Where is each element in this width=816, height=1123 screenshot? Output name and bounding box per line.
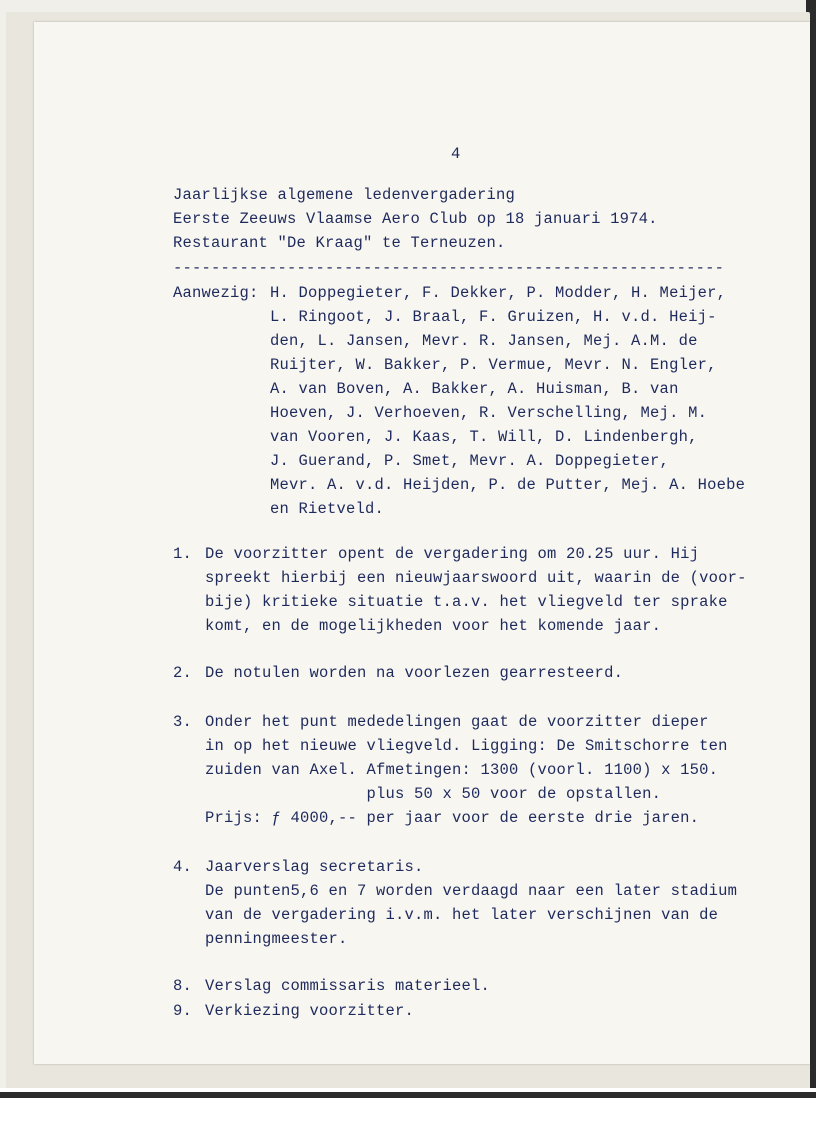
attendance-line: A. van Boven, A. Bakker, A. Huisman, B. van (270, 380, 679, 398)
item-line: bije) kritieke situatie t.a.v. het vliegveld ter sprake (205, 593, 728, 611)
header-line-1: Jaarlijkse algemene ledenvergadering (173, 186, 516, 204)
item-number: 1. (173, 545, 193, 563)
scan-bottom-edge (0, 1088, 816, 1123)
page-number: 4 (451, 145, 461, 163)
item-line: van de vergadering i.v.m. het later verschijnen van de (205, 906, 719, 924)
item-line: De punten5,6 en 7 worden verdaagd naar een later stadium (205, 882, 738, 900)
attendance-line: L. Ringoot, J. Braal, F. Gruizen, H. v.d. Heij- (270, 308, 717, 326)
item-line: De voorzitter opent de vergadering om 20.25 uur. Hij (205, 545, 700, 563)
item-number: 9. (173, 1002, 193, 1020)
item-number: 2. (173, 664, 193, 682)
item-line: Verkiezing voorzitter. (205, 1002, 415, 1020)
item-line: Verslag commissaris materieel. (205, 977, 491, 995)
item-line: plus 50 x 50 voor de opstallen. (205, 785, 662, 803)
item-line: penningmeester. (205, 930, 348, 948)
header-line-2: Eerste Zeeuws Vlaamse Aero Club op 18 januari 1974. (173, 210, 658, 228)
item-line: Prijs: ƒ 4000,-- per jaar voor de eerste drie jaren. (205, 809, 700, 827)
attendance-line: Mevr. A. v.d. Heijden, P. de Putter, Mej. A. Hoebe (270, 476, 746, 494)
attendance-line: H. Doppegieter, F. Dekker, P. Modder, H. Meijer, (270, 284, 727, 302)
attendance-line: van Vooren, J. Kaas, T. Will, D. Lindenbergh, (270, 428, 698, 446)
attendance-line: en Rietveld. (270, 500, 385, 518)
item-number: 4. (173, 858, 193, 876)
item-line: zuiden van Axel. Afmetingen: 1300 (voorl. 1100) x 150. (205, 761, 719, 779)
item-line: spreekt hierbij een nieuwjaarswoord uit, waarin de (voor- (205, 569, 747, 587)
separator-line: ---------------------------------------------------------- (173, 259, 725, 277)
attendance-line: den, L. Jansen, Mevr. R. Jansen, Mej. A.M. de (270, 332, 698, 350)
scan-edge-bar (0, 1092, 816, 1098)
attendance-label: Aanwezig: (173, 284, 259, 302)
attendance-line: Hoeven, J. Verhoeven, R. Verschelling, Mej. M. (270, 404, 708, 422)
item-line: komt, en de mogelijkheden voor het komende jaar. (205, 617, 662, 635)
header-line-3: Restaurant "De Kraag" te Terneuzen. (173, 234, 506, 252)
item-line: Onder het punt mededelingen gaat de voorzitter dieper (205, 713, 709, 731)
item-line: Jaarverslag secretaris. (205, 858, 424, 876)
attendance-line: Ruijter, W. Bakker, P. Vermue, Mevr. N. Engler, (270, 356, 717, 374)
item-line: in op het nieuwe vliegveld. Ligging: De Smitschorre ten (205, 737, 728, 755)
attendance-line: J. Guerand, P. Smet, Mevr. A. Doppegieter, (270, 452, 670, 470)
item-number: 3. (173, 713, 193, 731)
item-number: 8. (173, 977, 193, 995)
item-line: De notulen worden na voorlezen gearresteerd. (205, 664, 624, 682)
